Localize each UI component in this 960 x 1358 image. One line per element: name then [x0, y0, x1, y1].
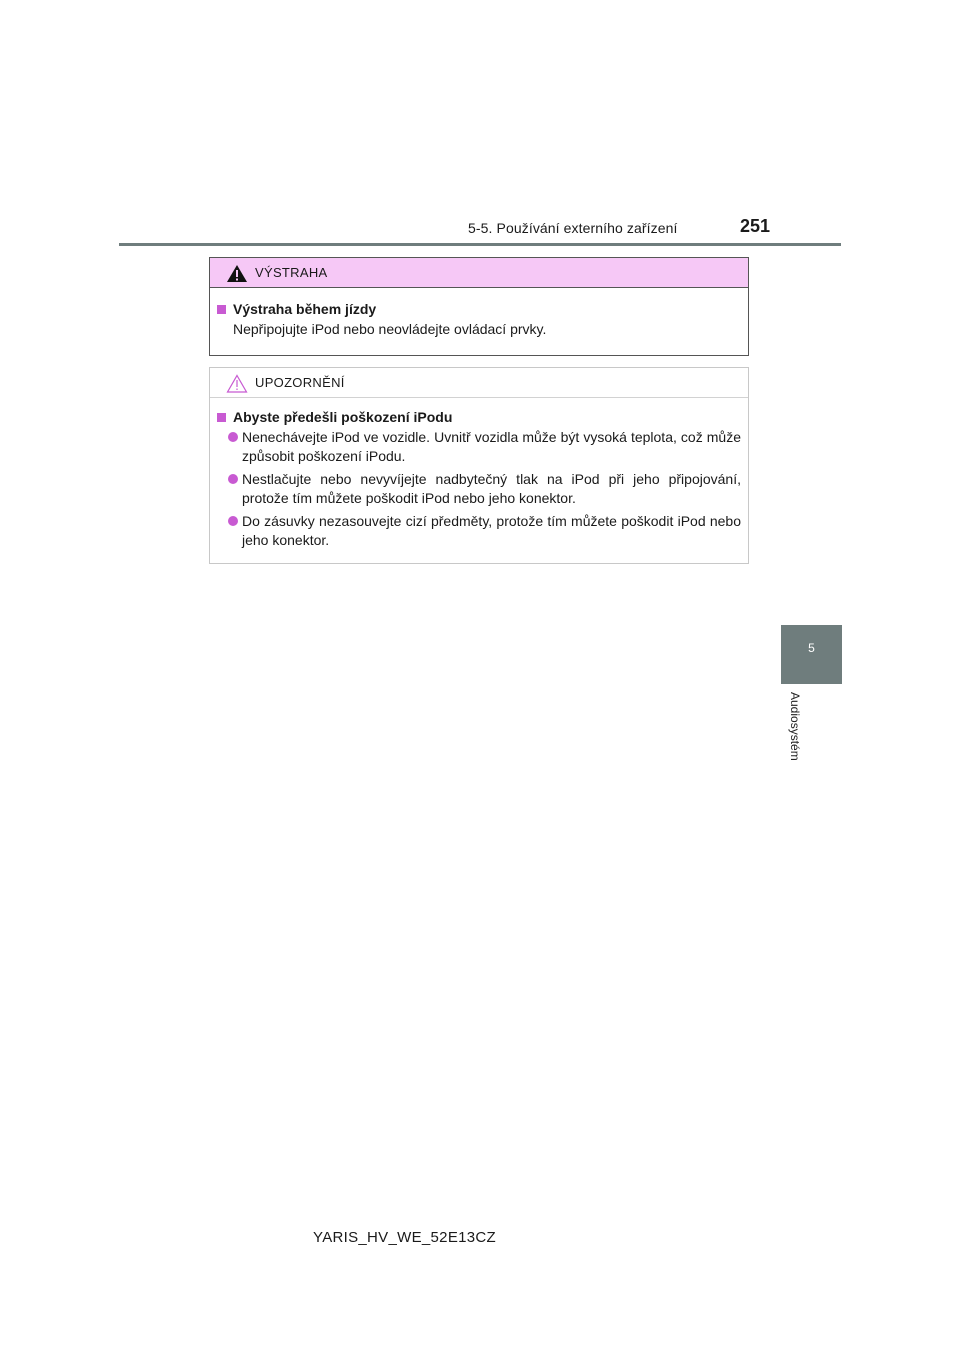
square-bullet-icon: [217, 413, 226, 422]
caution-item-title-text: Abyste předešli poškození iPodu: [233, 409, 453, 425]
caution-bullet-text: Nestlačujte nebo nevyvíjejte nadbytečný tlak na iPod při jeho připojování, protože tím můžete poškodit iPod nebo jeho konektor.: [242, 471, 741, 506]
chapter-label: Audiosystém: [788, 692, 802, 761]
caution-item-title: [215, 409, 748, 425]
round-bullet-icon: [228, 474, 238, 484]
chapter-tab[interactable]: 5: [781, 625, 842, 684]
caution-box-header: [210, 368, 748, 398]
warning-item-title-text: Výstraha během jízdy: [233, 301, 377, 317]
warning-box-header: [210, 258, 748, 288]
round-bullet-icon: [228, 516, 238, 526]
warning-box: [209, 257, 749, 356]
caution-bullet-item: [242, 512, 741, 550]
caution-triangle-icon: [226, 374, 248, 393]
warning-box-title: VÝSTRAHA: [255, 265, 328, 280]
caution-bullet-item: [242, 428, 741, 466]
warning-triangle-icon: [226, 264, 248, 283]
header-divider: [119, 243, 841, 246]
square-bullet-icon: [217, 305, 226, 314]
caution-box: [209, 367, 749, 564]
document-code: YARIS_HV_WE_52E13CZ: [313, 1229, 496, 1246]
caution-bullet-item: [242, 470, 741, 508]
caution-box-title: UPOZORNĚNÍ: [255, 375, 345, 390]
warning-item-title: [215, 301, 748, 317]
round-bullet-icon: [228, 432, 238, 442]
warning-item-text: Nepřipojujte iPod nebo neovládejte ovládací prvky.: [233, 321, 547, 337]
section-title: 5-5. Používání externího zařízení: [468, 220, 678, 236]
caution-bullet-text: Nenechávejte iPod ve vozidle. Uvnitř vozidla může být vysoká teplota, což může způsobit poškození iPodu.: [242, 429, 741, 464]
page-number: 251: [740, 216, 771, 236]
caution-bullet-text: Do zásuvky nezasouvejte cizí předměty, protože tím můžete poškodit iPod nebo jeho konektor.: [242, 513, 741, 548]
